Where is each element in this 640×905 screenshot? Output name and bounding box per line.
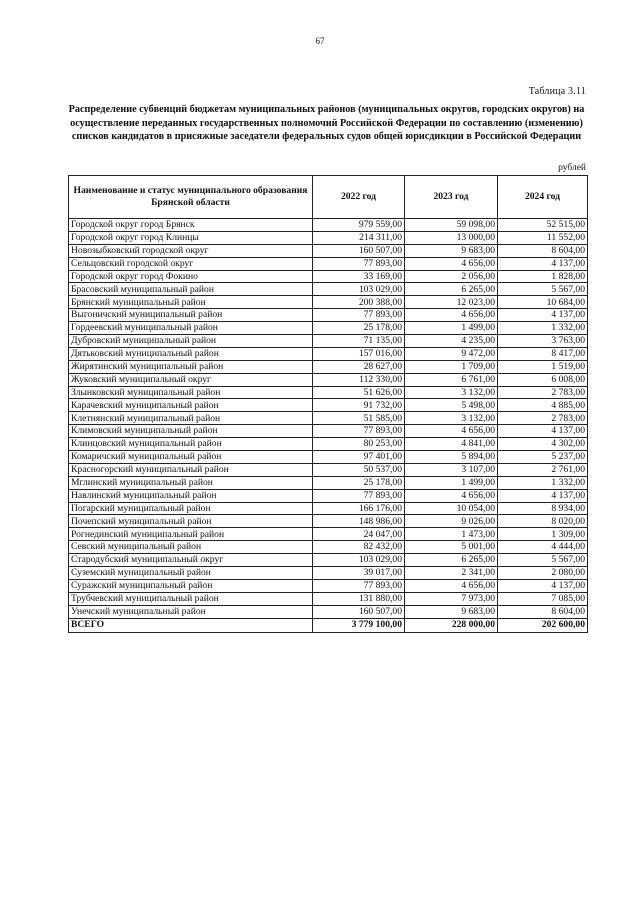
table-row bbox=[69, 579, 588, 592]
cell-2022: 71 135,00 bbox=[313, 335, 405, 348]
cell-2024: 1 309,00 bbox=[498, 528, 588, 541]
cell-2024: 1 519,00 bbox=[498, 360, 588, 373]
cell-2024: 5 237,00 bbox=[498, 451, 588, 464]
table-row bbox=[69, 283, 588, 296]
cell-name: Клинцовский муниципальный район bbox=[69, 438, 313, 451]
cell-2023: 2 341,00 bbox=[405, 567, 498, 580]
table-row bbox=[69, 451, 588, 464]
table-row bbox=[69, 541, 588, 554]
cell-2022: 160 507,00 bbox=[313, 244, 405, 257]
total-2023: 228 000,00 bbox=[405, 618, 498, 632]
cell-2024: 4 137,00 bbox=[498, 309, 588, 322]
cell-name: Жирятинский муниципальный район bbox=[69, 360, 313, 373]
cell-name: Климовский муниципальный район bbox=[69, 425, 313, 438]
cell-2024: 7 085,00 bbox=[498, 592, 588, 605]
table-row bbox=[69, 425, 588, 438]
total-label: ВСЕГО bbox=[69, 618, 313, 632]
cell-2022: 77 893,00 bbox=[313, 579, 405, 592]
total-2022: 3 779 100,00 bbox=[313, 618, 405, 632]
cell-name: Дятьковский муниципальный район bbox=[69, 347, 313, 360]
cell-2023: 10 054,00 bbox=[405, 502, 498, 515]
table-row bbox=[69, 489, 588, 502]
cell-2022: 160 507,00 bbox=[313, 605, 405, 618]
cell-2024: 4 137,00 bbox=[498, 579, 588, 592]
table-row bbox=[69, 528, 588, 541]
cell-2022: 112 330,00 bbox=[313, 373, 405, 386]
table-row bbox=[69, 219, 588, 232]
cell-2022: 50 537,00 bbox=[313, 463, 405, 476]
cell-2024: 10 684,00 bbox=[498, 296, 588, 309]
cell-2023: 4 841,00 bbox=[405, 438, 498, 451]
table-row bbox=[69, 270, 588, 283]
units-label: рублей bbox=[558, 163, 586, 173]
header-2022: 2022 год bbox=[313, 176, 405, 219]
cell-2022: 131 880,00 bbox=[313, 592, 405, 605]
table-row bbox=[69, 386, 588, 399]
cell-2022: 200 388,00 bbox=[313, 296, 405, 309]
cell-name: Выгоничский муниципальный район bbox=[69, 309, 313, 322]
cell-2022: 97 401,00 bbox=[313, 451, 405, 464]
cell-2024: 4 137,00 bbox=[498, 257, 588, 270]
cell-name: Брянский муниципальный район bbox=[69, 296, 313, 309]
cell-2023: 4 656,00 bbox=[405, 425, 498, 438]
cell-2024: 1 332,00 bbox=[498, 322, 588, 335]
cell-2022: 28 627,00 bbox=[313, 360, 405, 373]
cell-2024: 4 137,00 bbox=[498, 425, 588, 438]
cell-name: Унечский муниципальный район bbox=[69, 605, 313, 618]
cell-2023: 5 001,00 bbox=[405, 541, 498, 554]
page-number: 67 bbox=[315, 36, 325, 46]
cell-2022: 157 016,00 bbox=[313, 347, 405, 360]
cell-2022: 51 585,00 bbox=[313, 412, 405, 425]
table-row bbox=[69, 244, 588, 257]
cell-name: Городской округ город Брянск bbox=[69, 219, 313, 232]
table-row bbox=[69, 412, 588, 425]
cell-2022: 51 626,00 bbox=[313, 386, 405, 399]
header-2023: 2023 год bbox=[405, 176, 498, 219]
cell-2023: 59 098,00 bbox=[405, 219, 498, 232]
cell-name: Почепский муниципальный район bbox=[69, 515, 313, 528]
cell-2022: 979 559,00 bbox=[313, 219, 405, 232]
cell-2023: 1 473,00 bbox=[405, 528, 498, 541]
cell-2024: 2 080,00 bbox=[498, 567, 588, 580]
cell-name: Клетнянский муниципальный район bbox=[69, 412, 313, 425]
cell-2023: 4 656,00 bbox=[405, 489, 498, 502]
cell-2024: 3 763,00 bbox=[498, 335, 588, 348]
table-body bbox=[69, 219, 588, 619]
cell-2023: 5 498,00 bbox=[405, 399, 498, 412]
cell-2022: 91 732,00 bbox=[313, 399, 405, 412]
cell-name: Суражский муниципальный район bbox=[69, 579, 313, 592]
table-row bbox=[69, 399, 588, 412]
cell-name: Городской округ город Клинцы bbox=[69, 231, 313, 244]
cell-2023: 7 973,00 bbox=[405, 592, 498, 605]
cell-2024: 2 783,00 bbox=[498, 386, 588, 399]
cell-2022: 24 047,00 bbox=[313, 528, 405, 541]
cell-2023: 9 472,00 bbox=[405, 347, 498, 360]
cell-2023: 6 265,00 bbox=[405, 554, 498, 567]
cell-2024: 2 783,00 bbox=[498, 412, 588, 425]
table-row bbox=[69, 309, 588, 322]
cell-2023: 9 683,00 bbox=[405, 244, 498, 257]
table-row bbox=[69, 592, 588, 605]
cell-name: Погарский муниципальный район bbox=[69, 502, 313, 515]
table-row bbox=[69, 554, 588, 567]
cell-2024: 5 567,00 bbox=[498, 283, 588, 296]
cell-name: Комаричский муниципальный район bbox=[69, 451, 313, 464]
document-title: Распределение субвенций бюджетам муниципальных районов (муниципальных округов, городских округов) на осуществление переданных государственных полномочий Российской Федерации по составлению (изменению) списков кандидатов в присяжные заседатели федеральных судов общей юрисдикции в Российской Федерации bbox=[68, 104, 585, 143]
cell-name: Сельцовский городской округ bbox=[69, 257, 313, 270]
cell-2022: 77 893,00 bbox=[313, 309, 405, 322]
table-row bbox=[69, 360, 588, 373]
cell-2023: 1 499,00 bbox=[405, 476, 498, 489]
cell-2024: 4 444,00 bbox=[498, 541, 588, 554]
cell-2024: 6 008,00 bbox=[498, 373, 588, 386]
cell-2024: 8 604,00 bbox=[498, 244, 588, 257]
total-2024: 202 600,00 bbox=[498, 618, 588, 632]
cell-name: Навлинский муниципальный район bbox=[69, 489, 313, 502]
cell-2023: 12 023,00 bbox=[405, 296, 498, 309]
cell-name: Рогнединский муниципальный район bbox=[69, 528, 313, 541]
cell-2022: 39 017,00 bbox=[313, 567, 405, 580]
table-row bbox=[69, 322, 588, 335]
cell-2022: 77 893,00 bbox=[313, 489, 405, 502]
cell-2023: 4 656,00 bbox=[405, 257, 498, 270]
total-row bbox=[69, 618, 588, 632]
cell-2023: 9 026,00 bbox=[405, 515, 498, 528]
cell-2023: 2 056,00 bbox=[405, 270, 498, 283]
cell-2024: 4 137,00 bbox=[498, 489, 588, 502]
table-row bbox=[69, 463, 588, 476]
cell-2024: 1 332,00 bbox=[498, 476, 588, 489]
cell-name: Стародубский муниципальный округ bbox=[69, 554, 313, 567]
table-row bbox=[69, 231, 588, 244]
cell-2024: 5 567,00 bbox=[498, 554, 588, 567]
table-row bbox=[69, 373, 588, 386]
cell-2023: 3 107,00 bbox=[405, 463, 498, 476]
cell-2024: 1 828,00 bbox=[498, 270, 588, 283]
cell-name: Севский муниципальный район bbox=[69, 541, 313, 554]
cell-2023: 9 683,00 bbox=[405, 605, 498, 618]
table-header-row bbox=[69, 176, 588, 219]
cell-2024: 8 604,00 bbox=[498, 605, 588, 618]
cell-2022: 77 893,00 bbox=[313, 425, 405, 438]
cell-2023: 5 894,00 bbox=[405, 451, 498, 464]
cell-2024: 11 552,00 bbox=[498, 231, 588, 244]
cell-2022: 103 029,00 bbox=[313, 554, 405, 567]
cell-2022: 82 432,00 bbox=[313, 541, 405, 554]
table-row bbox=[69, 476, 588, 489]
cell-2024: 8 934,00 bbox=[498, 502, 588, 515]
cell-2022: 214 311,00 bbox=[313, 231, 405, 244]
cell-2024: 2 761,00 bbox=[498, 463, 588, 476]
cell-name: Трубчевский муниципальный район bbox=[69, 592, 313, 605]
cell-2022: 103 029,00 bbox=[313, 283, 405, 296]
cell-name: Гордеевский муниципальный район bbox=[69, 322, 313, 335]
cell-name: Мглинский муниципальный район bbox=[69, 476, 313, 489]
cell-name: Суземский муниципальный район bbox=[69, 567, 313, 580]
cell-name: Карачевский муниципальный район bbox=[69, 399, 313, 412]
cell-2023: 1 709,00 bbox=[405, 360, 498, 373]
table-row bbox=[69, 515, 588, 528]
header-name: Наименование и статус муниципального образования Брянской области bbox=[69, 176, 313, 219]
cell-2024: 52 515,00 bbox=[498, 219, 588, 232]
table-row bbox=[69, 605, 588, 618]
cell-name: Злынковский муниципальный район bbox=[69, 386, 313, 399]
subvention-table bbox=[68, 175, 588, 633]
cell-2023: 13 000,00 bbox=[405, 231, 498, 244]
table-row bbox=[69, 296, 588, 309]
table-row bbox=[69, 438, 588, 451]
cell-name: Дубровский муниципальный район bbox=[69, 335, 313, 348]
cell-2024: 8 020,00 bbox=[498, 515, 588, 528]
table-label: Таблица 3.11 bbox=[528, 86, 586, 97]
cell-2022: 80 253,00 bbox=[313, 438, 405, 451]
cell-name: Брасовский муниципальный район bbox=[69, 283, 313, 296]
table-row bbox=[69, 347, 588, 360]
cell-2024: 4 302,00 bbox=[498, 438, 588, 451]
cell-2022: 25 178,00 bbox=[313, 476, 405, 489]
table-row bbox=[69, 567, 588, 580]
cell-2023: 4 235,00 bbox=[405, 335, 498, 348]
cell-2022: 77 893,00 bbox=[313, 257, 405, 270]
cell-2022: 148 986,00 bbox=[313, 515, 405, 528]
cell-2023: 6 265,00 bbox=[405, 283, 498, 296]
cell-2023: 4 656,00 bbox=[405, 579, 498, 592]
cell-name: Красногорский муниципальный район bbox=[69, 463, 313, 476]
cell-2023: 1 499,00 bbox=[405, 322, 498, 335]
cell-name: Новозыбковский городской округ bbox=[69, 244, 313, 257]
cell-2023: 4 656,00 bbox=[405, 309, 498, 322]
cell-name: Жуковский муниципальный округ bbox=[69, 373, 313, 386]
cell-2022: 33 169,00 bbox=[313, 270, 405, 283]
cell-2022: 25 178,00 bbox=[313, 322, 405, 335]
cell-2023: 6 761,00 bbox=[405, 373, 498, 386]
header-2024: 2024 год bbox=[498, 176, 588, 219]
table-row bbox=[69, 335, 588, 348]
cell-name: Городской округ город Фокино bbox=[69, 270, 313, 283]
cell-2023: 3 132,00 bbox=[405, 386, 498, 399]
cell-2024: 8 417,00 bbox=[498, 347, 588, 360]
cell-2024: 4 885,00 bbox=[498, 399, 588, 412]
cell-2022: 166 176,00 bbox=[313, 502, 405, 515]
table-row bbox=[69, 257, 588, 270]
cell-2023: 3 132,00 bbox=[405, 412, 498, 425]
table-row bbox=[69, 502, 588, 515]
